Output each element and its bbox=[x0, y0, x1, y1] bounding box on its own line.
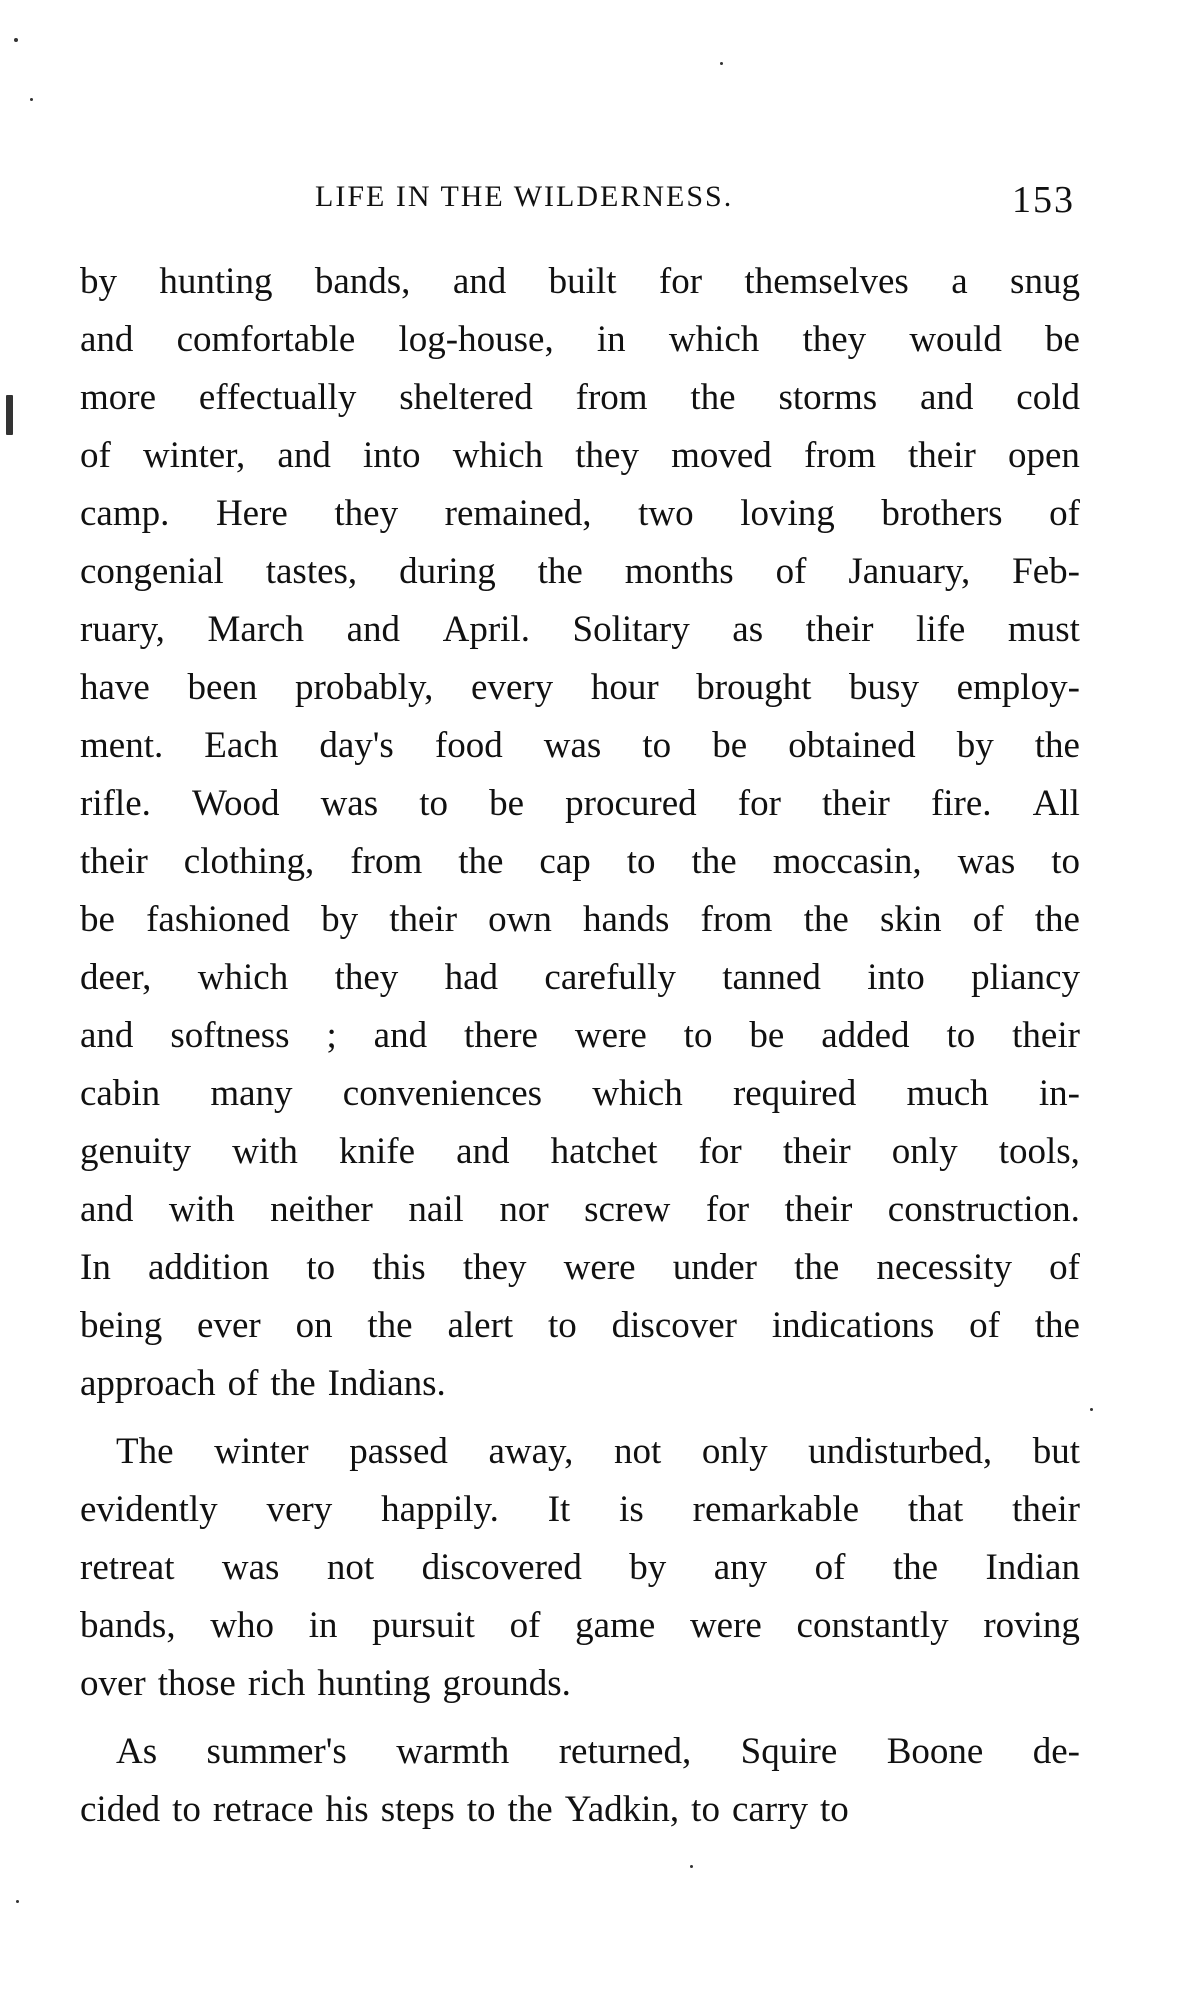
body-text bbox=[80, 253, 1080, 1839]
text-line: bands, who in pursuit of game were constantly roving bbox=[80, 1605, 1080, 1646]
scan-speck bbox=[6, 395, 13, 435]
text-line: evidently very happily. It is remarkable that their bbox=[80, 1489, 1080, 1530]
text-line: over those rich hunting grounds. bbox=[80, 1663, 571, 1704]
page-header bbox=[75, 180, 1075, 240]
scan-speck bbox=[16, 1900, 19, 1903]
text-line: and softness ; and there were to be added to their bbox=[80, 1015, 1080, 1056]
paragraph-gap bbox=[80, 1713, 1080, 1723]
text-line: being ever on the alert to discover indications of the bbox=[80, 1305, 1080, 1346]
text-line: have been probably, every hour brought busy employ- bbox=[80, 667, 1080, 708]
scan-speck bbox=[720, 62, 723, 65]
text-line: of winter, and into which they moved from their open bbox=[80, 435, 1080, 476]
text-line: by hunting bands, and built for themselves a snug bbox=[80, 261, 1080, 302]
text-line: As summer's warmth returned, Squire Boone de- bbox=[116, 1731, 1080, 1772]
text-line: be fashioned by their own hands from the skin of the bbox=[80, 899, 1080, 940]
running-title: LIFE IN THE WILDERNESS. bbox=[315, 180, 734, 213]
text-line: cided to retrace his steps to the Yadkin, to carry to bbox=[80, 1789, 849, 1830]
text-line: camp. Here they remained, two loving brothers of bbox=[80, 493, 1080, 534]
text-line: and with neither nail nor screw for their construction. bbox=[80, 1189, 1080, 1230]
text-line: In addition to this they were under the necessity of bbox=[80, 1247, 1080, 1288]
text-line: cabin many conveniences which required much in- bbox=[80, 1073, 1080, 1114]
text-line: ment. Each day's food was to be obtained by the bbox=[80, 725, 1080, 766]
text-line: approach of the Indians. bbox=[80, 1363, 446, 1404]
scan-speck bbox=[690, 1865, 693, 1868]
text-line: rifle. Wood was to be procured for their fire. All bbox=[80, 783, 1080, 824]
text-line: their clothing, from the cap to the moccasin, was to bbox=[80, 841, 1080, 882]
text-line: more effectually sheltered from the storms and cold bbox=[80, 377, 1080, 418]
text-line: and comfortable log-house, in which they would be bbox=[80, 319, 1080, 360]
text-line: retreat was not discovered by any of the Indian bbox=[80, 1547, 1080, 1588]
text-line: ruary, March and April. Solitary as their life must bbox=[80, 609, 1080, 650]
text-line: genuity with knife and hatchet for their only tools, bbox=[80, 1131, 1080, 1172]
text-line: congenial tastes, during the months of January, Feb- bbox=[80, 551, 1080, 592]
scan-speck bbox=[1090, 1408, 1093, 1411]
scan-speck bbox=[14, 38, 18, 42]
text-line: The winter passed away, not only undisturbed, but bbox=[116, 1431, 1080, 1472]
text-line: deer, which they had carefully tanned into pliancy bbox=[80, 957, 1080, 998]
page-number: 153 bbox=[1012, 179, 1075, 221]
paragraph-gap bbox=[80, 1413, 1080, 1423]
scan-speck bbox=[30, 98, 33, 101]
